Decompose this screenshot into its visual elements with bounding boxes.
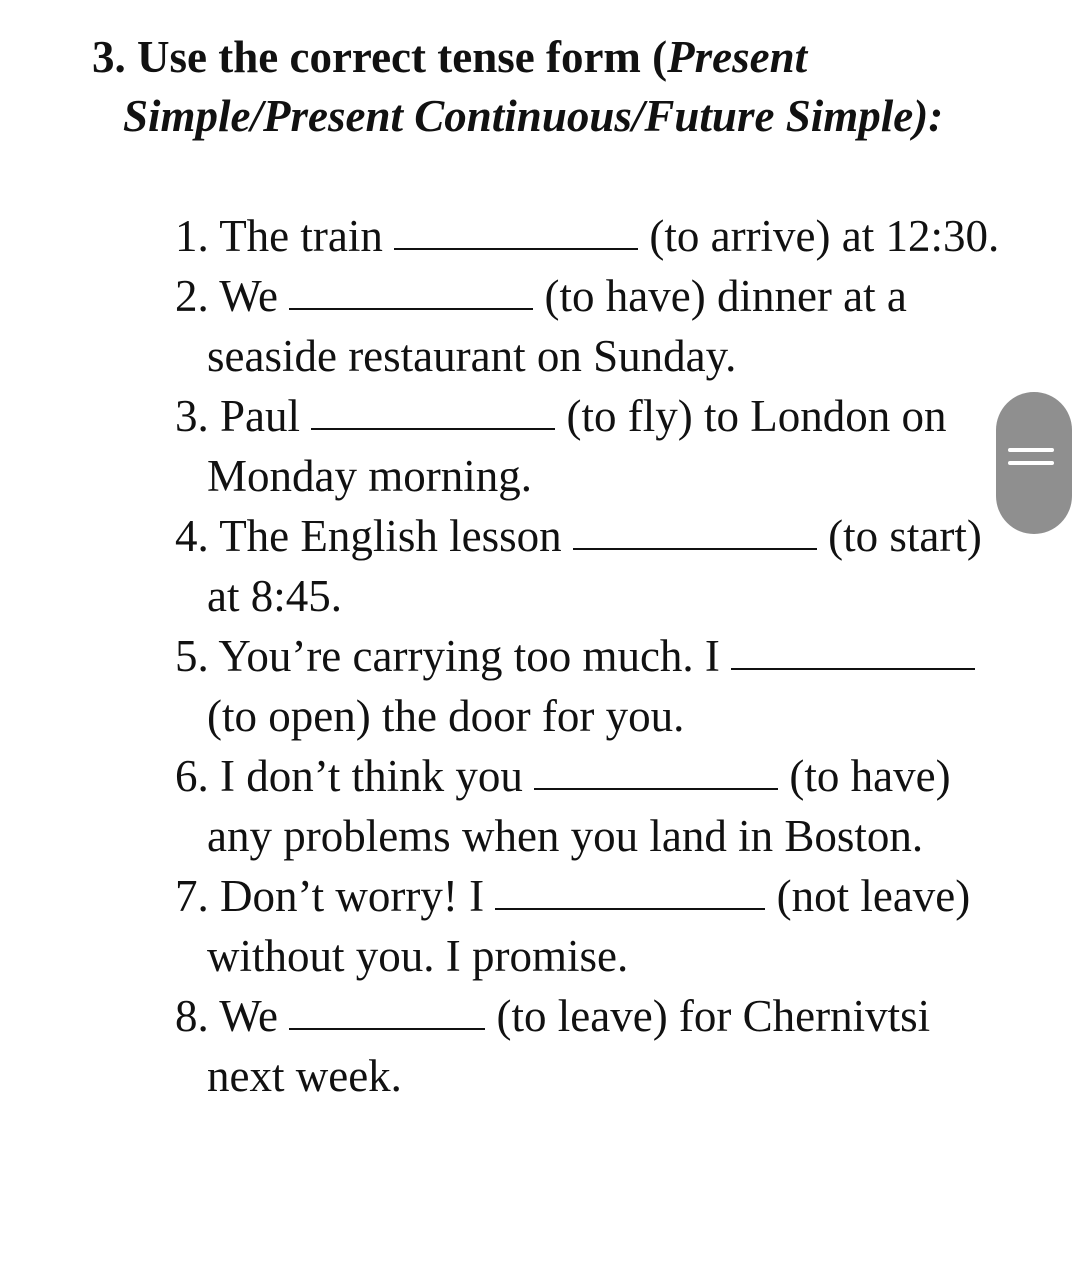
task-number: 3. — [92, 32, 126, 82]
exercise-item — [175, 266, 1005, 386]
item-text-after: (to start) at 8:45. — [207, 511, 982, 621]
item-text-after: (to arrive) at 12:30. — [649, 211, 1000, 261]
task-tenses: Present Simple/Present Continuous/Future Simple — [123, 32, 914, 141]
answer-blank[interactable] — [289, 308, 533, 310]
item-number: 7. — [175, 871, 209, 921]
answer-blank[interactable] — [495, 908, 765, 910]
item-number: 4. — [175, 511, 209, 561]
item-number: 2. — [175, 271, 209, 321]
answer-blank[interactable] — [394, 248, 638, 250]
scroll-handle[interactable] — [996, 392, 1072, 534]
exercise-item — [175, 746, 1005, 866]
exercise-item — [175, 866, 1005, 986]
answer-blank[interactable] — [731, 668, 975, 670]
exercise-item — [175, 386, 1005, 506]
item-text-after: (to open) the door for you. — [207, 691, 685, 741]
item-text-after: (to have) dinner at a seaside restaurant on Sunday. — [207, 271, 907, 381]
item-text-after: (not leave) without you. I promise. — [207, 871, 971, 981]
item-text-before: I don’t think you — [220, 751, 523, 801]
item-number: 1. — [175, 211, 209, 261]
item-text-after: (to leave) for Chernivtsi next week. — [207, 991, 931, 1101]
item-text-before: The train — [219, 211, 383, 261]
exercise-item — [175, 506, 1005, 626]
item-text-after: (to have) any problems when you land in Boston. — [207, 751, 951, 861]
item-text-before: Don’t worry! I — [220, 871, 485, 921]
answer-blank[interactable] — [534, 788, 778, 790]
item-number: 5. — [175, 631, 209, 681]
answer-blank[interactable] — [311, 428, 555, 430]
item-number: 8. — [175, 991, 209, 1041]
answer-blank[interactable] — [573, 548, 817, 550]
item-number: 3. — [175, 391, 209, 441]
item-text-before: We — [219, 271, 279, 321]
item-text-before: The English lesson — [219, 511, 562, 561]
exercise-list — [175, 206, 1005, 1106]
item-text-after: (to fly) to London on Monday morning. — [207, 391, 947, 501]
item-number: 6. — [175, 751, 209, 801]
task-instruction: Use the correct tense form ( — [137, 32, 668, 82]
item-text-before: We — [219, 991, 279, 1041]
item-text-before: You’re carrying too much. I — [218, 631, 720, 681]
exercise-item — [175, 206, 1005, 266]
task-heading — [92, 28, 983, 146]
item-text-before: Paul — [220, 391, 301, 441]
task-instruction-end: ): — [913, 91, 944, 141]
answer-blank[interactable] — [289, 1028, 485, 1030]
exercise-item — [175, 626, 1005, 746]
exercise-item — [175, 986, 1005, 1106]
